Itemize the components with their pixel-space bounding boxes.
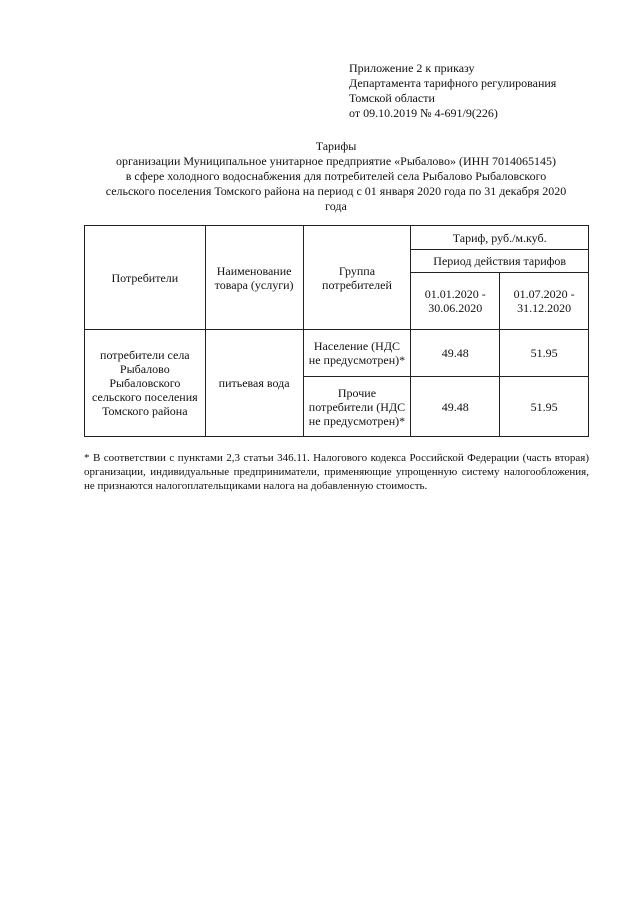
tariff-table [84, 225, 589, 437]
header-period-2: 01.07.2020 - 31.12.2020 [500, 273, 589, 330]
header-product: Наименование товара (услуги) [205, 226, 303, 330]
appendix-line-2: Департамента тарифного регулирования [349, 76, 557, 90]
appendix-reference [349, 61, 556, 121]
table-header-row [85, 226, 589, 250]
cell-tariff-period-2: 51.95 [500, 377, 589, 437]
footnote: * В соответствии с пунктами 2,3 статьи 346.11. Налогового кодекса Российской Федерации (часть вторая) организации, индивидуальные предприниматели, применяющие упрощенную систему налогообложения, не признаются налогоплательщиками налога на добавленную стоимость. [84, 452, 589, 492]
cell-tariff-period-1: 49.48 [411, 330, 500, 377]
cell-tariff-period-1: 49.48 [411, 377, 500, 437]
cell-product: питьевая вода [205, 330, 303, 437]
header-period-1: 01.01.2020 - 30.06.2020 [411, 273, 500, 330]
cell-group: Прочие потребители (НДС не предусмотрен)* [303, 377, 411, 437]
heading-line-5: года [325, 199, 347, 213]
appendix-line-3: Томской области [349, 91, 435, 105]
document-heading [84, 139, 588, 214]
header-tariff: Тариф, руб./м.куб. [411, 226, 589, 250]
appendix-line-1: Приложение 2 к приказу [349, 61, 475, 75]
cell-group: Население (НДС не предусмотрен)* [303, 330, 411, 377]
header-consumers: Потребители [85, 226, 206, 330]
heading-line-4: сельского поселения Томского района на период с 01 января 2020 года по 31 декабря 2020 [105, 184, 567, 198]
heading-title: Тарифы [315, 139, 357, 153]
header-period: Период действия тарифов [411, 250, 589, 273]
table-row [85, 330, 589, 377]
appendix-line-4: от 09.10.2019 № 4-691/9(226) [349, 106, 498, 120]
heading-line-3: в сфере холодного водоснабжения для потребителей села Рыбалово Рыбаловского [125, 169, 547, 183]
cell-tariff-period-2: 51.95 [500, 330, 589, 377]
header-consumer-group: Группа потребителей [303, 226, 411, 330]
cell-consumers: потребители села Рыбалово Рыбаловского сельского поселения Томского района [85, 330, 206, 437]
heading-line-2: организации Муниципальное унитарное предприятие «Рыбалово» (ИНН 7014065145) [115, 154, 557, 168]
